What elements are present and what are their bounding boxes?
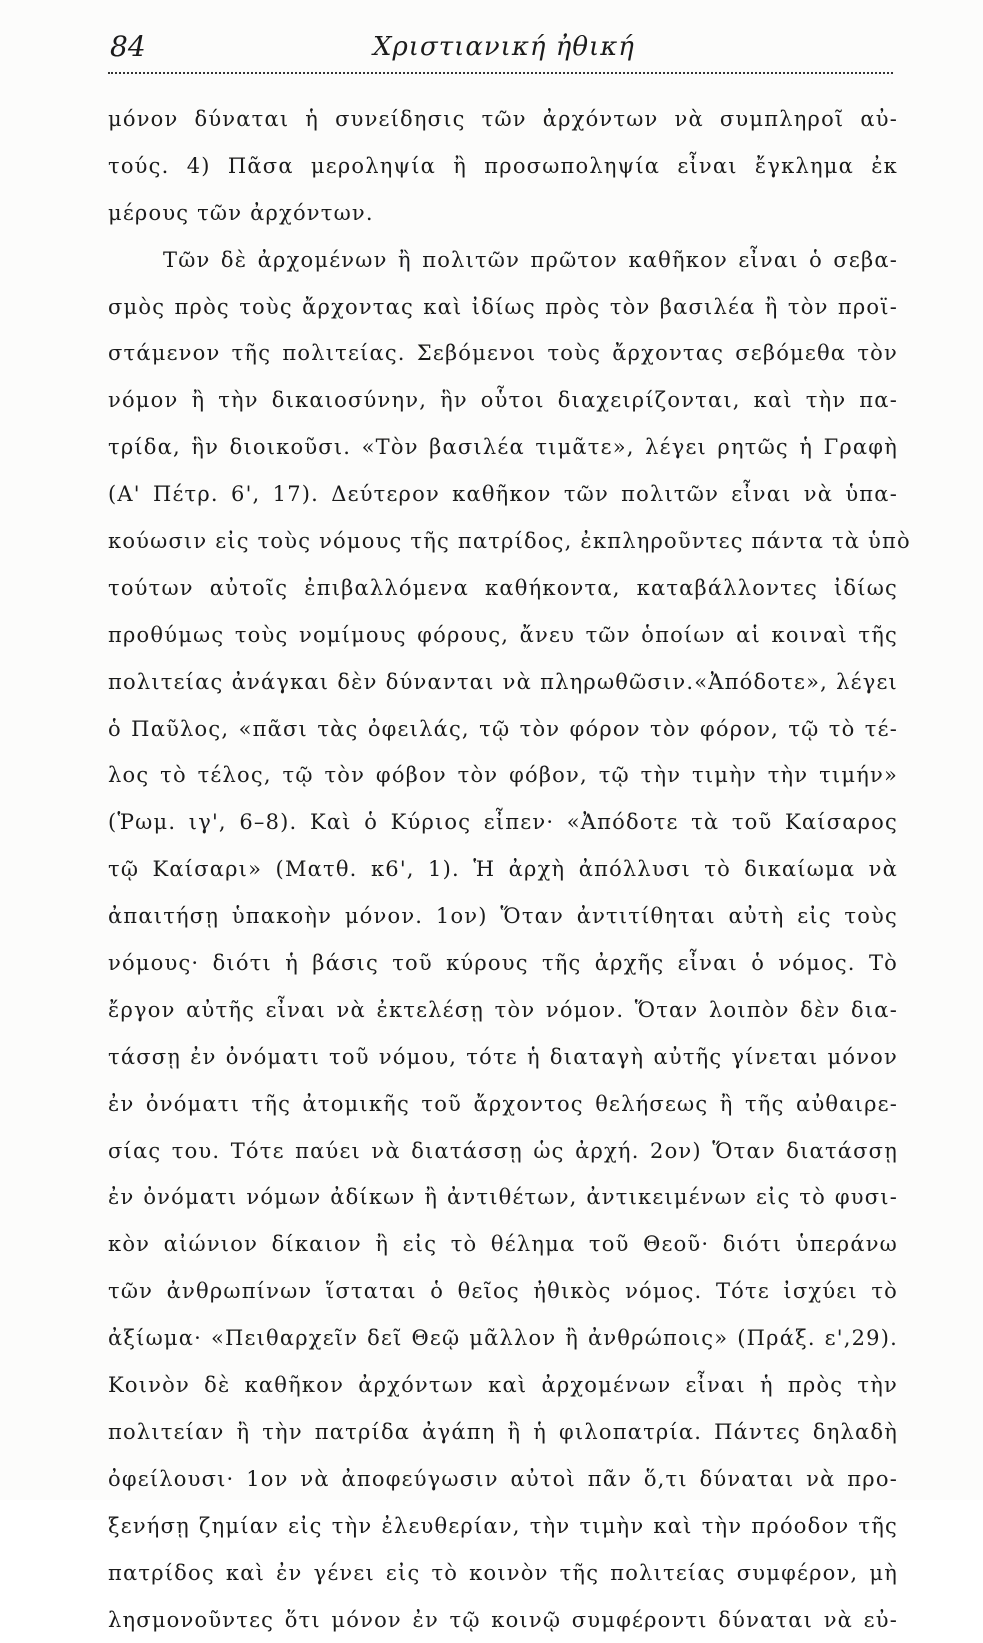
text-line: ἐν ὀνόματι νόμων ἀδίκων ἢ ἀντιθέτων, ἀντικειμένων εἰς τὸ φυσι- — [108, 1174, 898, 1221]
text-line: Κοινὸν δὲ καθῆκον ἀρχόντων καὶ ἀρχομένων εἶναι ἡ πρὸς τὴν — [108, 1362, 898, 1409]
text-line: ἐν ὀνόματι τῆς ἀτομικῆς τοῦ ἄρχοντος θελήσεως ἢ τῆς αὐθαιρε- — [108, 1081, 898, 1128]
text-line: τῷ Καίσαρι» (Ματθ. κ6', 1). Ἡ ἀρχὴ ἀπόλλυσι τὸ δικαίωμα νὰ — [108, 846, 898, 893]
text-line: τάσσῃ ἐν ὀνόματι τοῦ νόμου, τότε ἡ διαταγὴ αὐτῆς γίνεται μόνον — [108, 1034, 898, 1081]
text-line: στάμενον τῆς πολιτείας. Σεβόμενοι τοὺς ἄρχοντας σεβόμεθα τὸν — [108, 330, 898, 377]
text-line: πολιτείας ἀνάγκαι δὲν δύνανται νὰ πληρωθῶσιν.«Ἀπόδοτε», λέγει — [108, 659, 898, 706]
header-divider — [108, 72, 893, 74]
text-line: λος τὸ τέλος, τῷ τὸν φόβον τὸν φόβον, τῷ τὴν τιμὴν τὴν τιμήν» — [108, 752, 898, 799]
text-line: ξενήσῃ ζημίαν εἰς τὴν ἐλευθερίαν, τὴν τιμὴν καὶ τὴν πρόοδον τῆς — [108, 1503, 898, 1550]
text-line: ἀξίωμα· «Πειθαρχεῖν δεῖ Θεῷ μᾶλλον ἢ ἀνθρώποις» (Πράξ. ε',29). — [108, 1315, 898, 1362]
text-line: λησμονοῦντες ὅτι μόνον ἐν τῷ κοινῷ συμφέροντι δύναται νὰ εὐ- — [108, 1597, 898, 1643]
text-line: πατρίδος καὶ ἐν γένει εἰς τὸ κοινὸν τῆς πολιτείας συμφέρον, μὴ — [108, 1550, 898, 1597]
text-line: νόμον ἢ τὴν δικαιοσύνην, ἣν οὗτοι διαχειρίζονται, καὶ τὴν πα- — [108, 377, 898, 424]
text-line: σμὸς πρὸς τοὺς ἄρχοντας καὶ ἰδίως πρὸς τὸν βασιλέα ἢ τὸν προϊ- — [108, 284, 898, 331]
text-line: κὸν αἰώνιον δίκαιον ἢ εἰς τὸ θέλημα τοῦ Θεοῦ· διότι ὑπεράνω — [108, 1221, 898, 1268]
text-line: νόμους· διότι ἡ βάσις τοῦ κύρους τῆς ἀρχῆς εἶναι ὁ νόμος. Τὸ — [108, 940, 898, 987]
text-line: (Α' Πέτρ. 6', 17). Δεύτερον καθῆκον τῶν πολιτῶν εἶναι νὰ ὑπα- — [108, 471, 898, 518]
text-line: μέρους τῶν ἀρχόντων. — [108, 190, 898, 237]
text-line: (Ῥωμ. ιγ', 6–8). Καὶ ὁ Κύριος εἶπεν· «Ἀπόδοτε τὰ τοῦ Καίσαρος — [108, 799, 898, 846]
text-line: τούς. 4) Πᾶσα μεροληψία ἢ προσωποληψία εἶναι ἔγκλημα ἐκ — [108, 143, 898, 190]
running-title: Χριστιανική ἠθική — [373, 32, 635, 62]
text-line: μόνον δύναται ἡ συνείδησις τῶν ἀρχόντων νὰ συμπληροῖ αὐ- — [108, 96, 898, 143]
text-line: τρίδα, ἣν διοικοῦσι. «Τὸν βασιλέα τιμᾶτε», λέγει ρητῶς ἡ Γραφὴ — [108, 424, 898, 471]
text-line: ὀφείλουσι· 1ον νὰ ἀποφεύγωσιν αὐτοὶ πᾶν ὅ,τι δύναται νὰ προ- — [108, 1456, 898, 1503]
body-text — [108, 96, 898, 1643]
text-line: τῶν ἀνθρωπίνων ἵσταται ὁ θεῖος ἠθικὸς νόμος. Τότε ἰσχύει τὸ — [108, 1268, 898, 1315]
text-line: ἀπαιτήσῃ ὑπακοὴν μόνον. 1ον) Ὅταν ἀντιτίθηται αὐτὴ εἰς τοὺς — [108, 893, 898, 940]
text-line: ὁ Παῦλος, «πᾶσι τὰς ὀφειλάς, τῷ τὸν φόρον τὸν φόρον, τῷ τὸ τέ- — [108, 706, 898, 753]
text-line: τούτων αὐτοῖς ἐπιβαλλόμενα καθήκοντα, καταβάλλοντες ἰδίως — [108, 565, 898, 612]
text-line: προθύμως τοὺς νομίμους φόρους, ἄνευ τῶν ὁποίων αἱ κοιναὶ τῆς — [108, 612, 898, 659]
text-line: ἔργον αὐτῆς εἶναι νὰ ἐκτελέσῃ τὸν νόμον. Ὅταν λοιπὸν δὲν δια- — [108, 987, 898, 1034]
page-header — [108, 24, 893, 74]
text-line: πολιτείαν ἢ τὴν πατρίδα ἀγάπη ἢ ἡ φιλοπατρία. Πάντες δηλαδὴ — [108, 1409, 898, 1456]
text-line: κούωσιν εἰς τοὺς νόμους τῆς πατρίδος, ἐκπληροῦντες πάντα τὰ ὑπὸ — [108, 518, 898, 565]
text-line: Τῶν δὲ ἀρχομένων ἢ πολιτῶν πρῶτον καθῆκον εἶναι ὁ σεβα- — [108, 237, 898, 284]
text-line: σίας του. Τότε παύει νὰ διατάσσῃ ὡς ἀρχή. 2ον) Ὅταν διατάσσῃ — [108, 1128, 898, 1175]
page-number: 84 — [110, 30, 146, 63]
